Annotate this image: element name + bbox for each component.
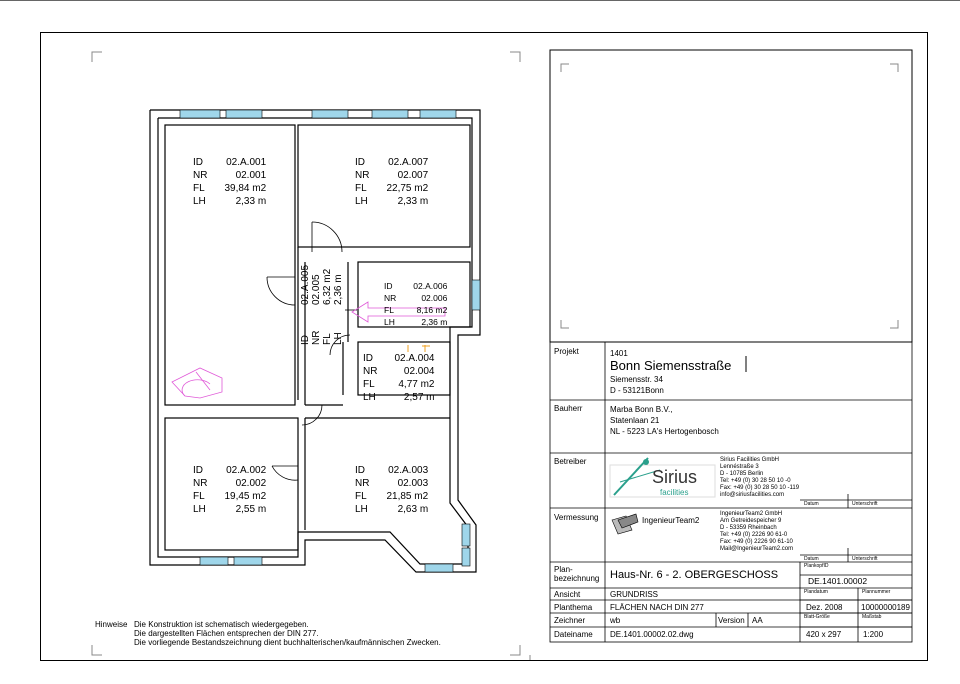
- ingenieurteam2-logo-text: IngenieurTeam2: [642, 516, 700, 525]
- blattgroesse-value: 420 x 297: [806, 630, 842, 639]
- massstab-label: Maßstab: [862, 614, 882, 620]
- room-label-001: ID 02.A.001 NR 02.001 FL 39,84 m2 LH 2,33 m: [193, 157, 267, 207]
- plankopf-id: DE.1401.00002: [808, 576, 868, 586]
- room-label-004: ID 02.A.004 NR 02.004 FL 4,77 m2 LH 2,57 m: [363, 353, 435, 403]
- projekt-label: Projekt: [554, 347, 579, 356]
- version-label: Version: [718, 616, 745, 625]
- stair-symbol: [172, 368, 222, 398]
- projekt-name: Bonn Siemensstraße: [610, 358, 732, 373]
- planthema-label: Planthema: [554, 603, 593, 612]
- datum-label: Datum: [804, 501, 819, 507]
- room-label-002: ID 02.A.002 NR 02.002 FL 19,45 m2 LH 2,55 m: [193, 465, 267, 515]
- projekt-number: 1401: [610, 349, 628, 358]
- preview-frame: [550, 50, 912, 342]
- sirius-logo-text: Sirius: [652, 467, 698, 487]
- dateiname-label: Dateiname: [554, 630, 593, 639]
- notes-text: Die Konstruktion ist schematisch wiedergegeben. Die dargestellten Flächen entsprechen der DIN 277. Die vorliegende Bestandszeichnung dient buchhalterischen/kaufmännischen Zwecken.: [134, 620, 441, 647]
- bauherr-city: NL - 5223 LA's Hertogenbosch: [610, 427, 719, 436]
- zeichner-label: Zeichner: [554, 616, 586, 625]
- ansicht-label: Ansicht: [554, 590, 581, 599]
- notes-label: Hinweise: [95, 620, 128, 629]
- ansicht-value: GRUNDRISS: [610, 590, 659, 599]
- unterschrift-label: Unterschrift: [852, 501, 878, 507]
- plankopf-label: PlankopfID: [804, 563, 829, 569]
- version-value: AA: [752, 616, 763, 625]
- room-label-007: ID 02.A.007 NR 02.007 FL 22,75 m2 LH 2,33 m: [355, 157, 429, 207]
- ingenieurteam2-logo-mark: [612, 514, 638, 534]
- betreiber-contact: Sirius Facilities GmbH Lennéstraße 3 D - 10785 Berlin Tel: +49 (0) 30 28 50 10 -0 Fax: +49 (0) 30 28 50 10 -119 info@siriusfacilities.com: [720, 457, 800, 498]
- plandatum-label: Plandatum: [804, 589, 828, 595]
- datum-label-2: Datum: [804, 556, 819, 562]
- vermessung-contact: IngenieurTeam2 GmbH Am Getreidespeicher 9 D - 53359 Rheinbach Tel: +49 (0) 2226 90 61-0 Fax: +49 (0) 2226 90 61-10 Mail@IngenieurTeam2.com: [720, 511, 794, 552]
- bauherr-street: Statenlaan 21: [610, 416, 660, 425]
- room-label-005-values: 02.A.005 02.005 6,32 m2 2,36 m: [300, 264, 344, 305]
- plannummer-value: 10000000189: [861, 603, 910, 612]
- betreiber-label: Betreiber: [554, 457, 587, 466]
- planthema-value: FLÄCHEN NACH DIN 277: [610, 603, 704, 612]
- unterschrift-label-2: Unterschrift: [852, 556, 878, 562]
- projekt-street: Siemensstr. 34: [610, 375, 663, 384]
- sirius-logo-sub: facilities: [660, 488, 689, 497]
- room-label-003: ID 02.A.003 NR 02.003 FL 21,85 m2 LH 2,63 m: [355, 465, 429, 515]
- plannummer-label: Plannummer: [862, 589, 891, 595]
- bauherr-name: Marba Bonn B.V.,: [610, 405, 673, 414]
- blattgroesse-label: Blatt-Größe: [804, 614, 830, 620]
- plan-title: Haus-Nr. 6 - 2. OBERGESCHOSS: [610, 569, 779, 581]
- plandatum-value: Dez. 2008: [806, 603, 843, 612]
- bauherr-label: Bauherr: [554, 404, 583, 413]
- plan-label: Plan- bezeichnung: [554, 565, 600, 583]
- dateiname-value: DE.1401.00002.02.dwg: [610, 630, 694, 639]
- crop-marks-right: [561, 64, 898, 328]
- vermessung-label: Vermessung: [554, 513, 599, 522]
- projekt-city: D - 53121Bonn: [610, 386, 664, 395]
- massstab-value: 1:200: [863, 630, 884, 639]
- room-label-006: ID 02.A.006 NR 02.006 FL 8,16 m2 LH 2,36 m: [384, 281, 448, 327]
- room-label-005-keys: ID NR FL LH: [300, 330, 344, 345]
- zeichner-value: wb: [610, 616, 621, 625]
